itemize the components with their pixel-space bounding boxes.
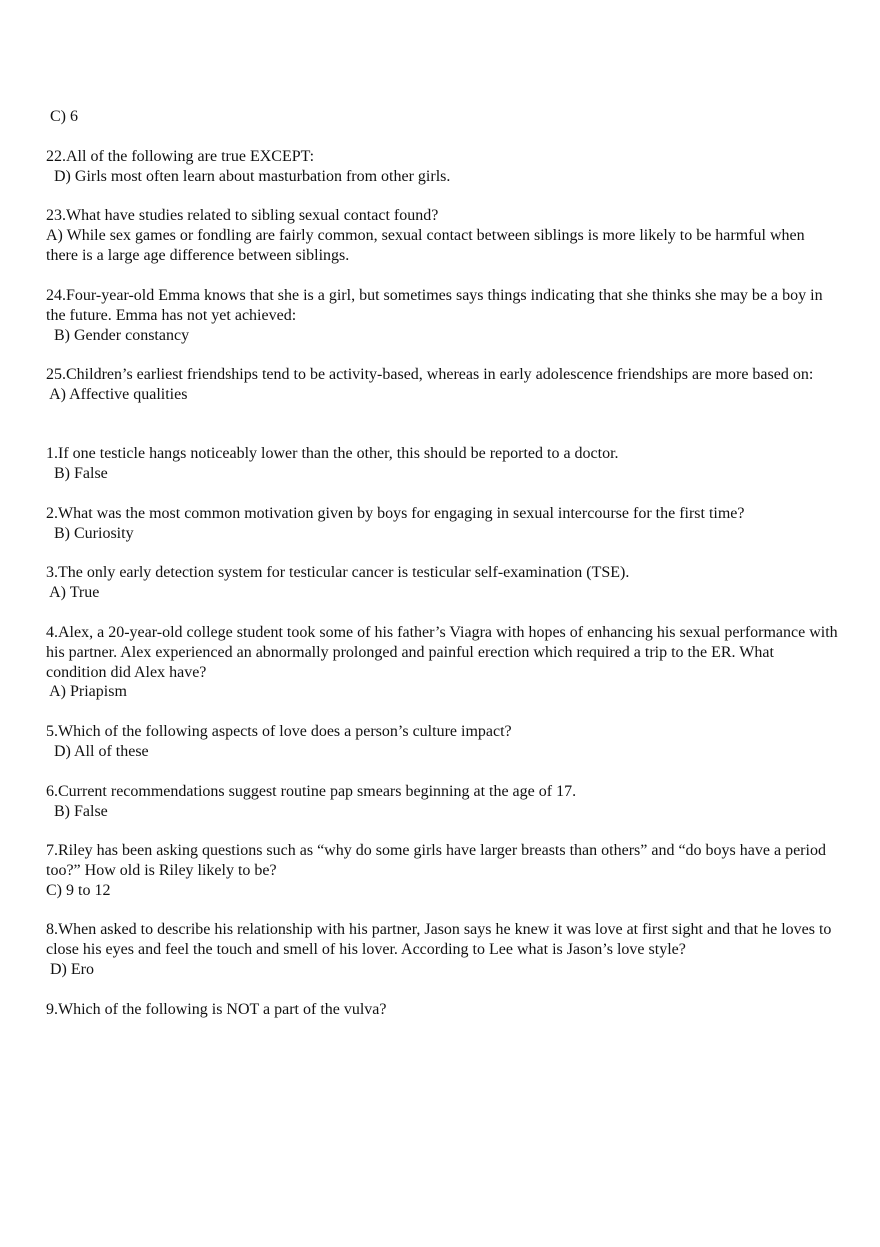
answer-text: C) 9 to 12 — [46, 881, 111, 899]
question-text: 24.Four-year-old Emma knows that she is a girl, but sometimes says things indicating that she thinks she may be a boy in the future. Emma has not yet achieved: — [46, 287, 823, 324]
question-text: 4.Alex, a 20-year-old college student took some of his father’s Viagra with hopes of enhancing his sexual performance with his partner. Alex experienced an abnormally prolonged and painful erection which required a trip to the ER. What condition did Alex have? — [46, 624, 838, 681]
answer-text: A) Priapism — [46, 683, 127, 701]
question-text: 8.When asked to describe his relationship with his partner, Jason says he knew it was love at first sight and that he loves to close his eyes and feel the touch and smell of his lover. According to Lee what is Jason’s love style? — [46, 921, 832, 958]
answer-text: D) All of these — [46, 742, 149, 760]
question-text: 22.All of the following are true EXCEPT: — [46, 148, 315, 165]
answer-text: A) Affective qualities — [46, 385, 188, 403]
question-text: 23.What have studies related to sibling sexual contact found? — [46, 207, 439, 224]
question-block — [46, 920, 838, 979]
question-block — [46, 147, 838, 187]
question-text: 7.Riley has been asking questions such as “why do some girls have larger breasts than others” and “do boys have a period too?” How old is Riley likely to be? — [46, 842, 826, 879]
answer-text: D) Girls most often learn about masturbation from other girls. — [46, 167, 451, 185]
question-block — [46, 365, 838, 405]
question-block — [46, 841, 838, 900]
question-block — [46, 206, 838, 265]
question-text: 2.What was the most common motivation given by boys for engaging in sexual intercourse for the first time? — [46, 505, 745, 522]
answer-text: B) False — [46, 802, 108, 820]
question-block — [46, 286, 838, 345]
answer-text: B) Curiosity — [46, 524, 134, 542]
question-block — [46, 623, 838, 702]
question-block — [46, 722, 838, 762]
answer-text: A) While sex games or fondling are fairly common, sexual contact between siblings is more likely to be harmful when there is a large age difference between siblings. — [46, 226, 805, 264]
question-text: 25.Children’s earliest friendships tend to be activity-based, whereas in early adolescence friendships are more based on: — [46, 366, 814, 383]
answer-text: C) 6 — [46, 108, 78, 125]
question-text: 6.Current recommendations suggest routine pap smears beginning at the age of 17. — [46, 783, 577, 800]
answer-text: D) Ero — [46, 960, 94, 978]
question-block — [46, 444, 838, 484]
answer-text: B) Gender constancy — [46, 326, 190, 344]
question-text: 1.If one testicle hangs noticeably lower than the other, this should be reported to a doctor. — [46, 445, 619, 462]
answer-block — [46, 107, 838, 127]
answer-text: A) True — [46, 583, 100, 601]
question-text: 5.Which of the following aspects of love does a person’s culture impact? — [46, 723, 512, 740]
question-block — [46, 504, 838, 544]
question-block — [46, 1000, 838, 1020]
question-block — [46, 782, 838, 822]
question-block — [46, 563, 838, 603]
question-text: 9.Which of the following is NOT a part of the vulva? — [46, 1001, 387, 1018]
answer-text: B) False — [46, 464, 108, 482]
question-text: 3.The only early detection system for testicular cancer is testicular self-examination (TSE). — [46, 564, 630, 581]
